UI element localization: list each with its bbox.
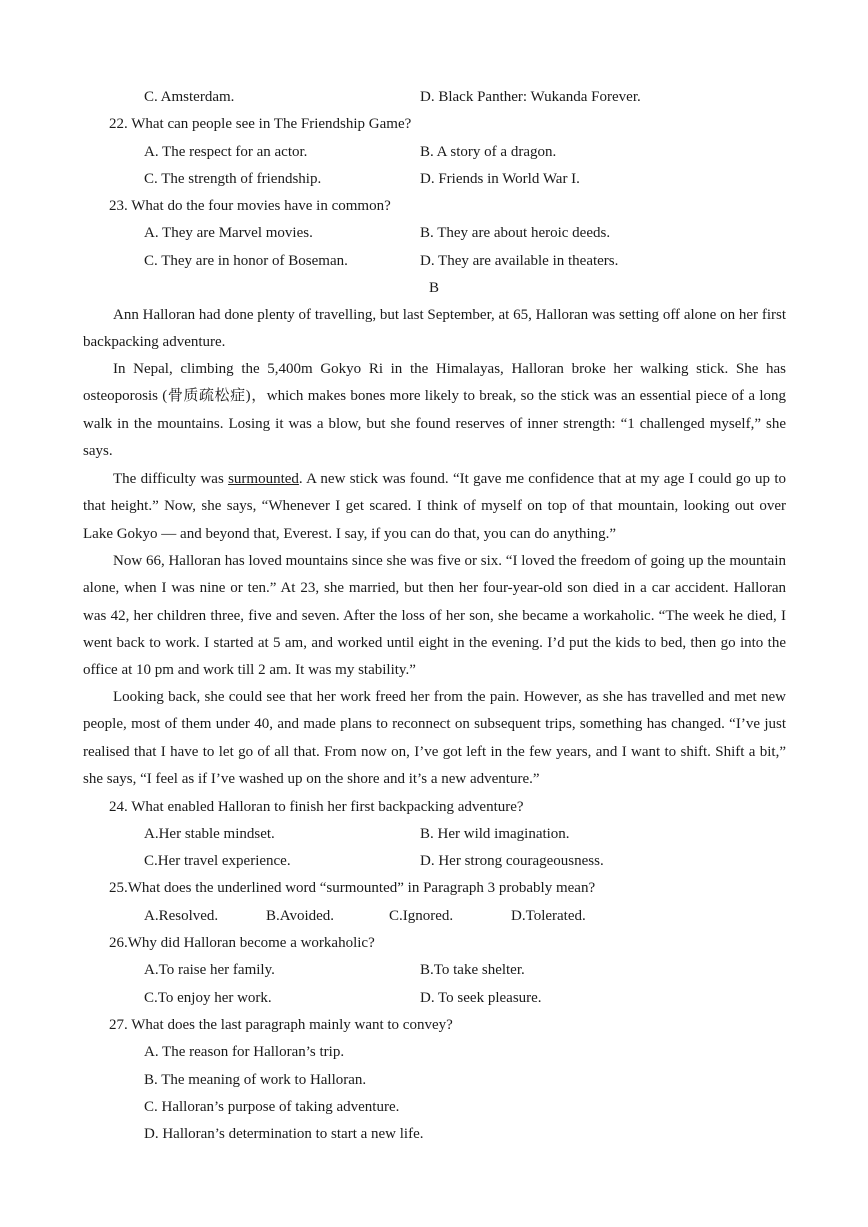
q24-option-c: C.Her travel experience. [144, 853, 291, 869]
q25-option-b: B.Avoided. [266, 908, 335, 924]
q23-option-d: D. They are available in theaters. [420, 253, 619, 269]
q22-option-c: C. The strength of friendship. [144, 171, 322, 187]
q22-option-a: A. The respect for an actor. [144, 144, 308, 160]
q26-option-d: D. To seek pleasure. [420, 990, 542, 1006]
passage-paragraph-4: Now 66, Halloran has loved mountains since she was five or six. “I loved the freedom of going up the mountain alone, when I was nine or ten.” At 23, she married, but then her four-year-old son died in a car accident. Halloran was 42, her children three, five and seven. After the loss of her son, she became a workaholic. “The week he died, I went back to work. I started at 5 am, and worked until eight in the evening. I’d put the kids to bed, then go into the office at 10 pm and work till 2 am. It was my stability.” [83, 553, 786, 679]
section-label: B [428, 280, 439, 296]
passage-paragraph-3 [83, 466, 786, 548]
q24-stem: 24. What enabled Halloran to finish her first backpacking adventure? [109, 799, 524, 815]
q25-option-a: A.Resolved. [144, 908, 219, 924]
q27-option-b: B. The meaning of work to Halloran. [144, 1072, 367, 1088]
p3-text-after: . A new stick was found. “It gave me confidence that at my age I could go up to that height.” Now, she says, “Whenever I get scared. I think of myself on top of that mountain, looking out over Lake Gokyo — and beyond that, Everest. I say, if you can do that, you can do anything.” [83, 471, 786, 542]
underlined-word: surmounted [228, 471, 299, 487]
q27-option-d: D. Halloran’s determination to start a new life. [144, 1126, 424, 1142]
q23-option-a: A. They are Marvel movies. [144, 225, 313, 241]
q21-option-d: D. Black Panther: Wukanda Forever. [420, 89, 641, 105]
q22-stem: 22. What can people see in The Friendship Game? [109, 116, 412, 132]
passage-paragraph-2: In Nepal, climbing the 5,400m Gokyo Ri in the Himalayas, Halloran broke her walking stick. She has osteoporosis (骨质疏松症)，which makes bones more likely to break, so the stick was an essential piece of a long walk in the mountains. Losing it was a blow, but she found reserves of inner strength: “1 challenged myself,” she says. [83, 361, 786, 459]
q23-option-c: C. They are in honor of Boseman. [144, 253, 348, 269]
q26-option-c: C.To enjoy her work. [144, 990, 272, 1006]
q26-option-a: A.To raise her family. [144, 962, 275, 978]
q22-option-d: D. Friends in World War I. [420, 171, 580, 187]
p3-text-before: The difficulty was [113, 471, 229, 487]
q24-option-a: A.Her stable mindset. [144, 826, 275, 842]
q27-stem: 27. What does the last paragraph mainly want to convey? [109, 1017, 453, 1033]
q25-option-c: C.Ignored. [389, 908, 454, 924]
q25-option-d: D.Tolerated. [511, 908, 586, 924]
q21-option-c: C. Amsterdam. [144, 89, 235, 105]
q26-stem: 26.Why did Halloran become a workaholic? [109, 935, 375, 951]
passage-paragraph-5: Looking back, she could see that her work freed her from the pain. However, as she has travelled and met new people, most of them under 40, and made plans to reconnect on subsequent trips, something has changed. “I’ve just realised that I have to let go of all that. From now on, I’ve got left in the few years, and I want to shift. Shift a bit,” she says, “I feel as if I’ve washed up on the shore and it’s a new adventure.” [83, 689, 786, 787]
q24-option-b: B. Her wild imagination. [420, 826, 570, 842]
q25-stem: 25.What does the underlined word “surmounted” in Paragraph 3 probably mean? [109, 880, 596, 896]
q26-option-b: B.To take shelter. [420, 962, 525, 978]
q27-option-a: A. The reason for Halloran’s trip. [144, 1044, 345, 1060]
q23-stem: 23. What do the four movies have in common? [109, 198, 391, 214]
q23-option-b: B. They are about heroic deeds. [420, 225, 611, 241]
q27-option-c: C. Halloran’s purpose of taking adventure. [144, 1099, 400, 1115]
q24-option-d: D. Her strong courageousness. [420, 853, 604, 869]
q22-option-b: B. A story of a dragon. [420, 144, 557, 160]
passage-paragraph-1: Ann Halloran had done plenty of travelling, but last September, at 65, Halloran was setting off alone on her first backpacking adventure. [83, 307, 786, 351]
